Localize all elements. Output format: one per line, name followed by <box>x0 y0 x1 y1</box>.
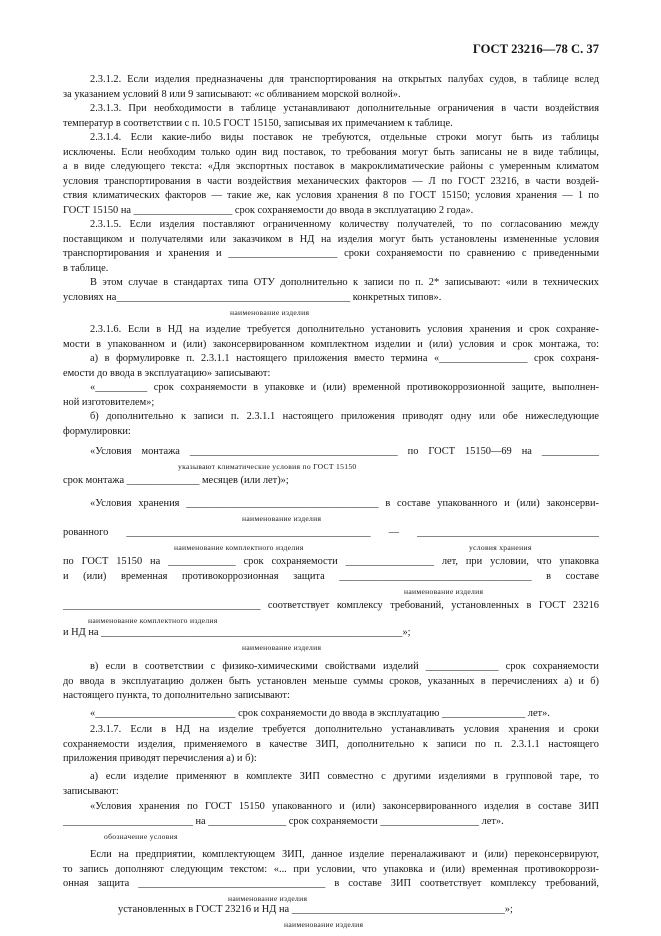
text-line: 2.3.1.7. Если в НД на изделие требуется дополнительно устанавливать условия хранения и сроки <box>90 724 599 735</box>
text-line: ной изготовителем»; <box>63 397 155 408</box>
page-header: ГОСТ 23216—78 С. 37 <box>472 42 599 56</box>
text-line: рованного _______________________________________________ — ___________________________________ <box>63 527 599 538</box>
field-caption: наименование изделия <box>242 514 322 523</box>
text-line: ствия климатических факторов — такие же, как условия хранения 8 по ГОСТ 15150; условия хранения — 1 по <box>63 190 599 201</box>
text-line: 2.3.1.4. Если какие-либо виды поставок не требуются, отдельные строки могут быть из таблицы <box>90 132 599 143</box>
text-line: настоящего пункта, то дополнительно записывают: <box>63 690 290 701</box>
text-line: «Условия хранения _____________________________________ в составе упакованного и (или) законсерви- <box>90 498 599 509</box>
text-line: а) в формулировке п. 2.3.1.1 настоящего приложения вместо термина «_________________ срок сохраня- <box>90 353 599 364</box>
field-caption: обозначение условия <box>104 832 178 841</box>
text-line: мости в упакованном и (или) законсервированном комплектном изделии и (или) условия и срок монтажа, то: <box>63 339 599 350</box>
text-line: по ГОСТ 15150 на _____________ срок сохраняемости _________________ лет, при условии, что упаковка <box>63 556 599 567</box>
text-line: установленных в ГОСТ 23216 и НД на _________________________________________»; <box>118 904 513 915</box>
field-caption: наименование изделия <box>228 894 308 903</box>
field-caption: условия хранения <box>469 543 532 552</box>
field-caption: наименование изделия <box>284 920 364 929</box>
text-line: а) если изделие применяют в комплекте ЗИП совместно с другими изделиями в групповой таре, то <box>90 771 599 782</box>
field-caption: наименование комплектного изделия <box>174 543 304 552</box>
text-line: до ввода в эксплуатацию должен быть установлен меньше суммы сроков, указанных в перечислениях а) и б) <box>63 676 599 687</box>
text-line: 2.3.1.6. Если в НД на изделие требуется дополнительно установить условия хранения и срок сохраняе- <box>90 324 599 335</box>
text-line: б) дополнительно к записи п. 2.3.1.1 настоящего приложения приводят одну или обе нижеследующие <box>90 411 599 422</box>
text-line: и (или) временная противокоррозионная защита _____________________________________ в составе <box>63 571 599 582</box>
text-line: в таблице. <box>63 263 109 274</box>
text-line: транспортирования и хранения и _____________________ сроки сохраняемости по сравнению с приведенными <box>63 248 599 259</box>
text-line: сохраняемости изделия, применяемого в качестве ЗИП, дополнительно к записи по п. 2.3.1.1 настоящего <box>63 739 599 750</box>
field-caption: указывают климатические условия по ГОСТ 15150 <box>178 462 357 471</box>
text-line: 2.3.1.3. При необходимости в таблице устанавливают дополнительные ограничения в части воздействия <box>90 103 599 114</box>
text-line: то запись дополняют следующим текстом: «... при условии, что упаковка и (или) временная противокоррози- <box>63 864 599 875</box>
text-line: и НД на __________________________________________________________»; <box>63 627 411 638</box>
text-line: приложения приводят перечисления а) и б): <box>63 753 257 764</box>
field-caption: наименование изделия <box>404 587 484 596</box>
text-line: ГОСТ 15150 на ___________________ срок сохраняемости до ввода в эксплуатацию 2 года». <box>63 205 474 216</box>
field-caption: наименование комплектного изделия <box>88 616 218 625</box>
text-line: условия транспортирования в части воздействия механических факторов — Л по ГОСТ 23216, в части воздей- <box>63 176 599 187</box>
text-line: емости до ввода в эксплуатацию» записывают: <box>63 368 271 379</box>
text-line: ______________________________________ соответствует комплексу требований, установленных в ГОСТ 23216 <box>63 600 599 611</box>
text-line: «Условия хранения по ГОСТ 15150 упакованного и (или) законсервированного изделия в составе ЗИП <box>90 801 599 812</box>
text-line: _________________________ на _______________ срок сохраняемости ___________________ лет». <box>63 816 504 827</box>
text-line: за указанием условий 8 или 9 записывают: «с обливанием морской волной». <box>63 89 401 100</box>
text-line: а в виде следующего текста: «Для экспортных поставок в макроклиматические районы с умеренным климатом <box>63 161 599 172</box>
text-line: записывают: <box>63 786 119 797</box>
text-line: формулировки: <box>63 426 131 437</box>
text-line: 2.3.1.2. Если изделия предназначены для транспортирования на открытых палубах судов, в таблице вслед <box>90 74 599 85</box>
text-line: «Условия монтажа ________________________________________ по ГОСТ 15150—69 на ___________ <box>90 446 599 457</box>
text-line: онная защита ____________________________________ в составе ЗИП соответствует комплексу требований, <box>63 878 599 889</box>
text-line: в) если в соответствии с физико-химическими свойствами изделий ______________ срок сохраняемости <box>90 661 599 672</box>
text-line: 2.3.1.5. Если изделия поставляют ограниченному количеству получателей, то по согласованию между <box>90 219 599 230</box>
text-line: «__________ срок сохраняемости в упаковке и (или) временной противокоррозионной защите, выполнен- <box>90 382 599 393</box>
text-line: В этом случае в стандартах типа ОТУ дополнительно к записи по п. 2* записывают: «или в технических <box>90 277 599 288</box>
text-line: условиях на_____________________________________________ конкретных типов». <box>63 292 442 303</box>
text-line: поставщиком и получателями или заказчиком в НД на изделия могут быть установлены измененные условия <box>63 234 599 245</box>
text-line: Если на предприятии, комплектующем ЗИП, данное изделие переналаживают и (или) переконсервируют, <box>90 849 599 860</box>
text-line: срок монтажа ______________ месяцев (или лет)»; <box>63 475 289 486</box>
text-line: «___________________________ срок сохраняемости до ввода в эксплуатацию ________________ лет». <box>90 708 550 719</box>
field-caption: наименование изделия <box>230 308 310 317</box>
text-line: температур в соответствии с п. 10.5 ГОСТ 15150, записывая их примечанием к таблице. <box>63 118 453 129</box>
field-caption: наименование изделия <box>242 643 322 652</box>
text-line: исключены. Если необходим только один вид поставок, то требования могут быть записаны не в виде таблицы, <box>63 147 599 158</box>
